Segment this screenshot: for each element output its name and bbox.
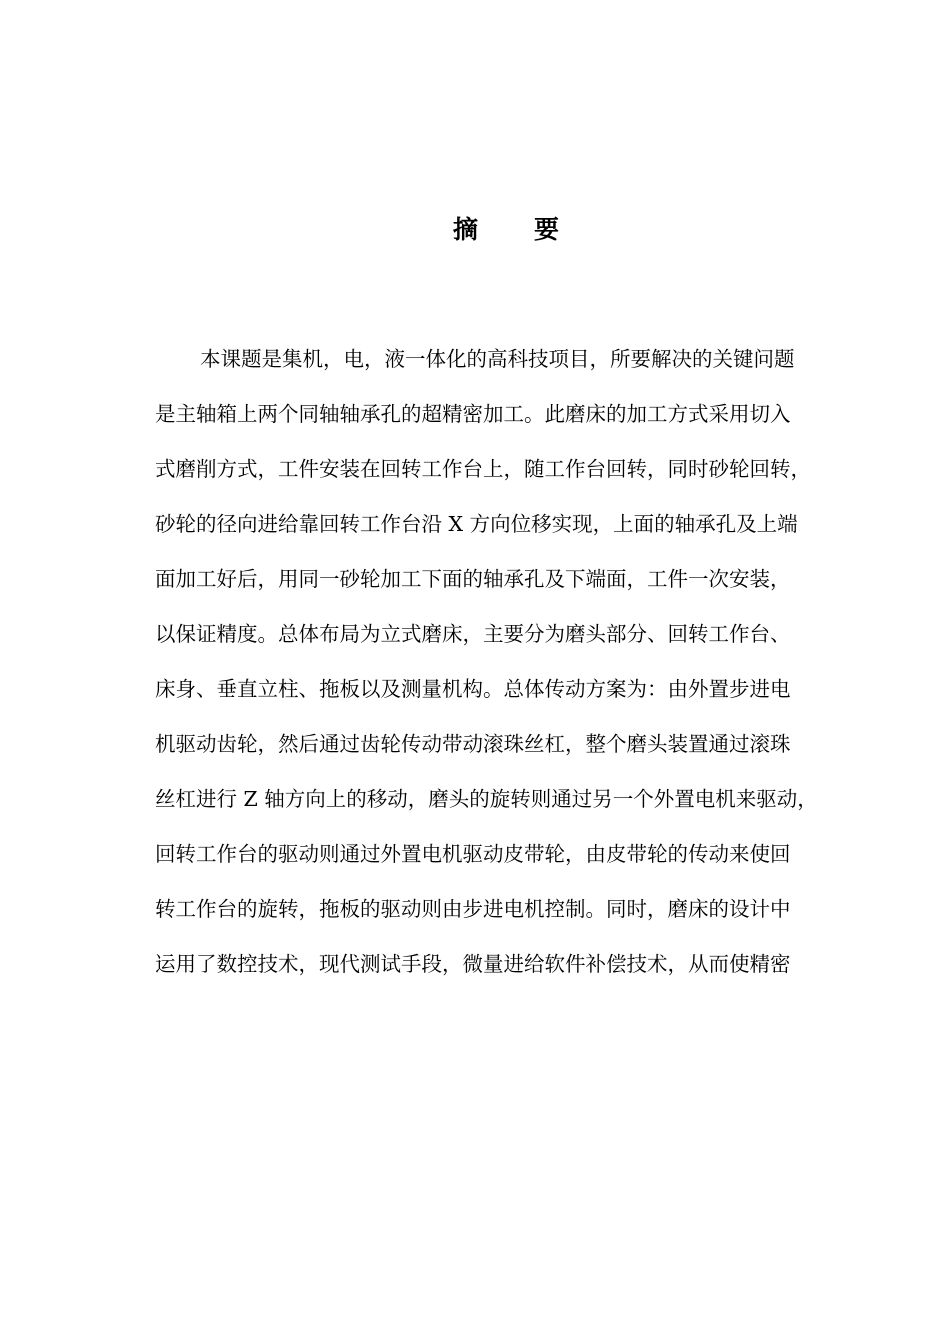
paragraph-line: 以保证精度。总体布局为立式磨床，主要分为磨头部分、回转工作台、	[155, 622, 791, 646]
paragraph-line: 运用了数控技术，现代测试手段，微量进给软件补偿技术，从而使精密	[155, 952, 791, 976]
paragraph-line: 面加工好后，用同一砂轮加工下面的轴承孔及下端面，工件一次安装，	[155, 567, 791, 591]
abstract-body	[155, 337, 875, 997]
paragraph-line: 丝杠进行 Z 轴方向上的移动，磨头的旋转则通过另一个外置电机来驱动，	[155, 787, 818, 811]
heading-char-1: 摘	[452, 215, 478, 244]
paragraph-line: 砂轮的径向进给靠回转工作台沿 X 方向位移实现，上面的轴承孔及上端	[155, 512, 798, 536]
paragraph-line: 是主轴箱上两个同轴轴承孔的超精密加工。此磨床的加工方式采用切入	[155, 402, 791, 426]
heading-char-2: 要	[534, 215, 560, 244]
paragraph-line: 本课题是集机，电，液一体化的高科技项目，所要解决的关键问题	[200, 347, 795, 371]
paragraph-line: 床身、垂直立柱、拖板以及测量机构。总体传动方案为：由外置步进电	[155, 677, 791, 701]
paragraph-line: 转工作台的旋转，拖板的驱动则由步进电机控制。同时，磨床的设计中	[155, 897, 791, 921]
abstract-heading	[0, 210, 950, 250]
paragraph-line: 式磨削方式，工件安装在回转工作台上，随工作台回转，同时砂轮回转，	[155, 457, 811, 481]
paragraph-line: 回转工作台的驱动则通过外置电机驱动皮带轮，由皮带轮的传动来使回	[155, 842, 791, 866]
paragraph-line: 机驱动齿轮，然后通过齿轮传动带动滚珠丝杠，整个磨头装置通过滚珠	[155, 732, 791, 756]
